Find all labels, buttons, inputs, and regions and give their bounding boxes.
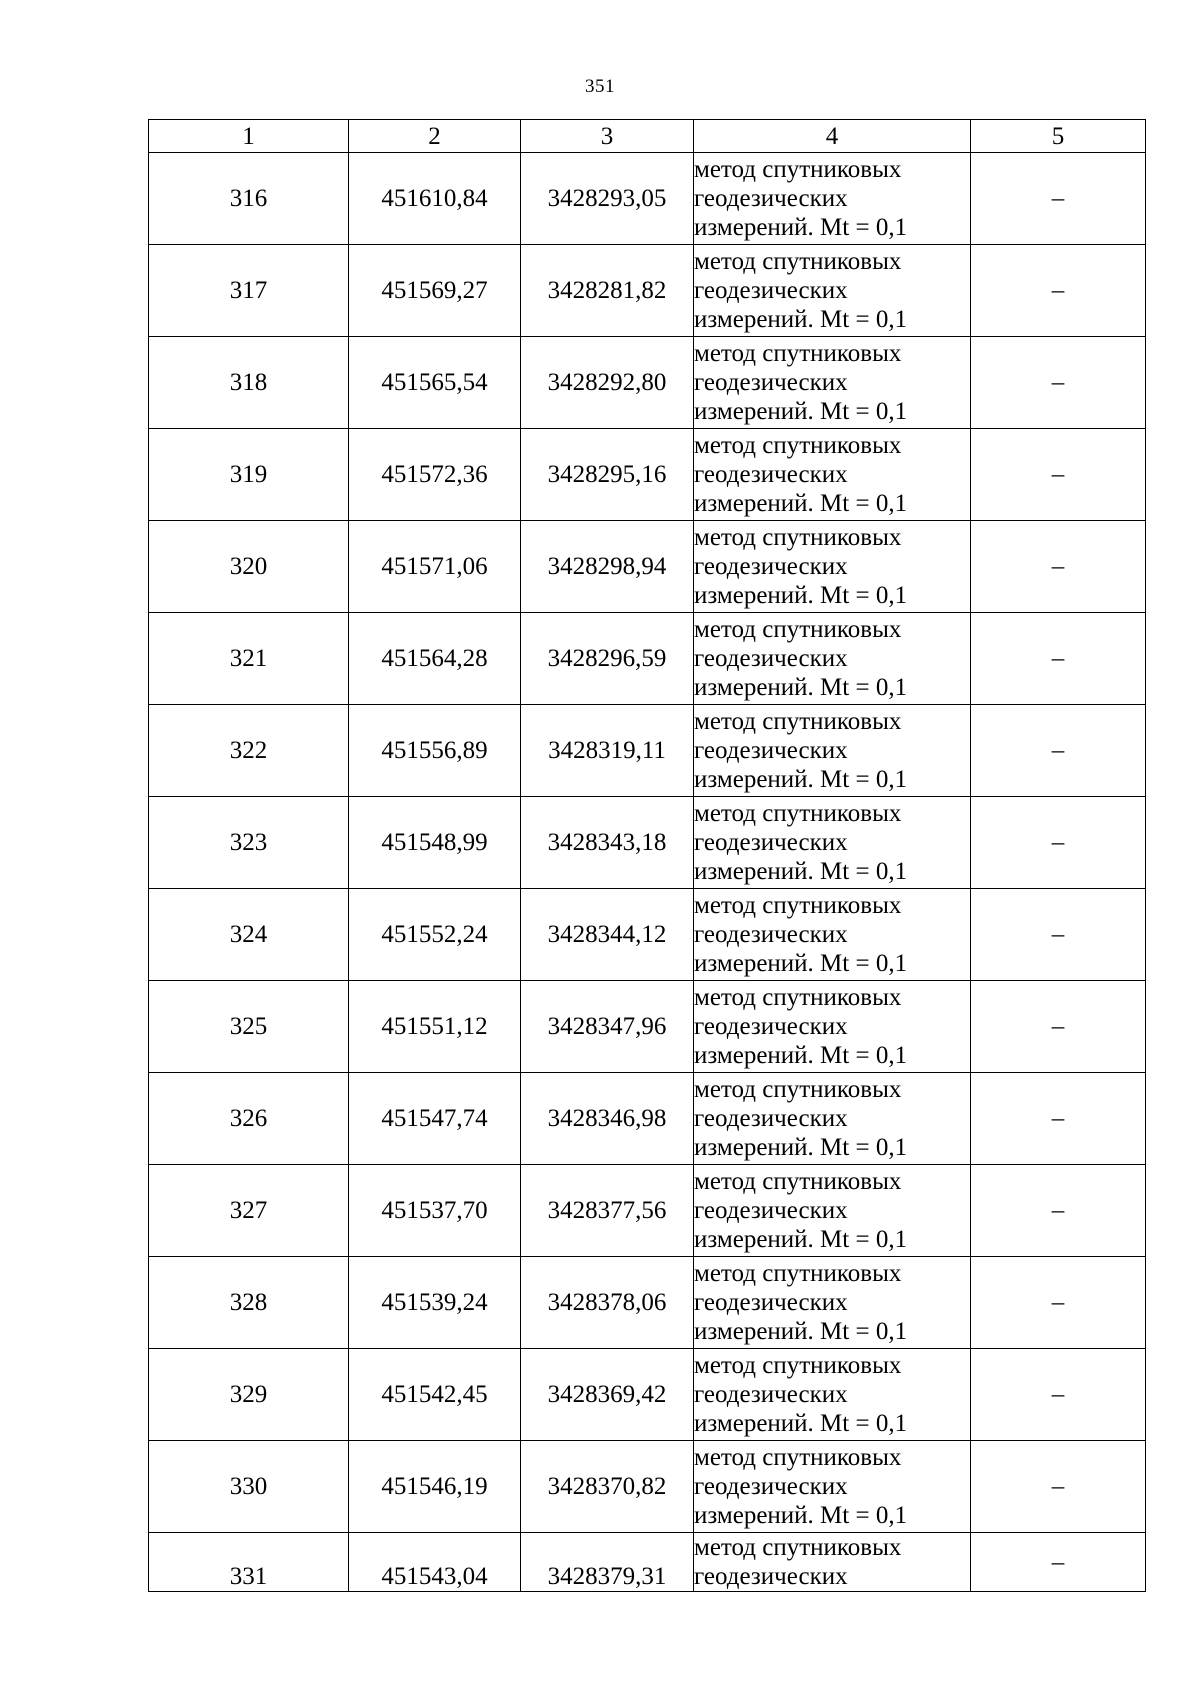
y-coordinate-cell: 3428343,18: [521, 797, 694, 889]
method-cell: [694, 1073, 971, 1165]
x-coordinate-cell: 451539,24: [349, 1257, 521, 1349]
method-text-line: метод спутниковых: [694, 432, 902, 459]
y-coordinate-cell: 3428344,12: [521, 889, 694, 981]
y-coordinate-cell: 3428346,98: [521, 1073, 694, 1165]
method-text-line: геодезических: [694, 1563, 848, 1590]
method-text-line: метод спутниковых: [694, 1352, 902, 1379]
method-text-line: геодезических: [694, 1013, 848, 1040]
method-cell: [694, 1441, 971, 1533]
method-cell: [694, 613, 971, 705]
table-row: [149, 1441, 1146, 1533]
method-cell: [694, 705, 971, 797]
x-coordinate-cell: 451551,12: [349, 981, 521, 1073]
y-coordinate-cell: 3428378,06: [521, 1257, 694, 1349]
x-coordinate-cell: 451569,27: [349, 245, 521, 337]
y-coordinate-cell: 3428347,96: [521, 981, 694, 1073]
y-coordinate-cell: 3428319,11: [521, 705, 694, 797]
table-body: [149, 153, 1146, 1592]
column-header: 1: [149, 120, 349, 153]
note-cell: –: [971, 1073, 1146, 1165]
method-text-line: геодезических: [694, 369, 848, 396]
note-cell: –: [971, 981, 1146, 1073]
x-coordinate-cell: 451552,24: [349, 889, 521, 981]
method-cell: [694, 1349, 971, 1441]
point-number-cell: 330: [149, 1441, 349, 1533]
note-cell: –: [971, 521, 1146, 613]
table-row: [149, 705, 1146, 797]
y-coordinate-cell: 3428296,59: [521, 613, 694, 705]
method-text-line: метод спутниковых: [694, 616, 902, 643]
point-number-cell: 328: [149, 1257, 349, 1349]
table-row: [149, 521, 1146, 613]
table-row: [149, 889, 1146, 981]
method-text-line: измерений. Mt = 0,1: [694, 1226, 908, 1253]
x-coordinate-cell: 451546,19: [349, 1441, 521, 1533]
x-coordinate-cell: 451547,74: [349, 1073, 521, 1165]
note-cell: –: [971, 1533, 1146, 1592]
method-text-line: метод спутниковых: [694, 1076, 902, 1103]
point-number-cell: 325: [149, 981, 349, 1073]
table-row: [149, 981, 1146, 1073]
point-number-cell: 324: [149, 889, 349, 981]
table-row: [149, 1073, 1146, 1165]
table-row: [149, 153, 1146, 245]
method-text-line: измерений. Mt = 0,1: [694, 582, 908, 609]
method-text-line: измерений. Mt = 0,1: [694, 490, 908, 517]
method-text-line: измерений. Mt = 0,1: [694, 950, 908, 977]
point-number-cell: 318: [149, 337, 349, 429]
table-row: [149, 1349, 1146, 1441]
method-text-line: измерений. Mt = 0,1: [694, 306, 908, 333]
x-coordinate-cell: 451548,99: [349, 797, 521, 889]
method-text-line: метод спутниковых: [694, 1168, 902, 1195]
method-text-line: измерений. Mt = 0,1: [694, 398, 908, 425]
method-text-line: метод спутниковых: [694, 800, 902, 827]
method-cell: [694, 1165, 971, 1257]
method-text-line: геодезических: [694, 277, 848, 304]
y-coordinate-cell: 3428295,16: [521, 429, 694, 521]
y-coordinate-cell: 3428298,94: [521, 521, 694, 613]
table-row: [149, 1257, 1146, 1349]
y-coordinate-cell: 3428281,82: [521, 245, 694, 337]
page-number: 351: [585, 76, 615, 97]
method-cell: [694, 153, 971, 245]
coordinates-table: [148, 119, 1146, 1592]
note-cell: –: [971, 1257, 1146, 1349]
method-text-line: измерений. Mt = 0,1: [694, 858, 908, 885]
y-coordinate-cell: 3428377,56: [521, 1165, 694, 1257]
method-cell: [694, 797, 971, 889]
note-cell: –: [971, 613, 1146, 705]
point-number-cell: 329: [149, 1349, 349, 1441]
y-coordinate-cell: 3428370,82: [521, 1441, 694, 1533]
method-text-line: метод спутниковых: [694, 156, 902, 183]
method-cell: [694, 429, 971, 521]
note-cell: –: [971, 1349, 1146, 1441]
method-text-line: геодезических: [694, 1381, 848, 1408]
method-cell: [694, 337, 971, 429]
method-cell: [694, 245, 971, 337]
table-row: [149, 337, 1146, 429]
point-number-cell: 320: [149, 521, 349, 613]
method-text-line: метод спутниковых: [694, 340, 902, 367]
method-text-line: геодезических: [694, 461, 848, 488]
note-cell: –: [971, 705, 1146, 797]
method-text-line: геодезических: [694, 645, 848, 672]
note-cell: –: [971, 889, 1146, 981]
table-header-row: [149, 120, 1146, 153]
method-text-line: метод спутниковых: [694, 1534, 902, 1561]
note-cell: –: [971, 1165, 1146, 1257]
y-coordinate-cell: 3428292,80: [521, 337, 694, 429]
point-number-cell: 317: [149, 245, 349, 337]
point-number-cell: 331: [149, 1533, 349, 1592]
column-header: 4: [694, 120, 971, 153]
method-cell: [694, 981, 971, 1073]
method-text-line: метод спутниковых: [694, 1444, 902, 1471]
x-coordinate-cell: 451564,28: [349, 613, 521, 705]
method-text-line: геодезических: [694, 829, 848, 856]
y-coordinate-cell: 3428379,31: [521, 1533, 694, 1592]
x-coordinate-cell: 451571,06: [349, 521, 521, 613]
table-row: [149, 613, 1146, 705]
method-text-line: геодезических: [694, 553, 848, 580]
method-text-line: метод спутниковых: [694, 524, 902, 551]
method-text-line: геодезических: [694, 1105, 848, 1132]
method-text-line: геодезических: [694, 921, 848, 948]
table-row: [149, 429, 1146, 521]
method-text-line: метод спутниковых: [694, 248, 902, 275]
table-row: [149, 797, 1146, 889]
y-coordinate-cell: 3428369,42: [521, 1349, 694, 1441]
point-number-cell: 323: [149, 797, 349, 889]
method-cell: [694, 1533, 971, 1592]
point-number-cell: 327: [149, 1165, 349, 1257]
method-cell: [694, 521, 971, 613]
method-text-line: измерений. Mt = 0,1: [694, 1410, 908, 1437]
y-coordinate-cell: 3428293,05: [521, 153, 694, 245]
note-cell: –: [971, 153, 1146, 245]
method-text-line: геодезических: [694, 1197, 848, 1224]
column-header: 2: [349, 120, 521, 153]
x-coordinate-cell: 451542,45: [349, 1349, 521, 1441]
method-text-line: геодезических: [694, 737, 848, 764]
point-number-cell: 326: [149, 1073, 349, 1165]
method-cell: [694, 1257, 971, 1349]
note-cell: –: [971, 1441, 1146, 1533]
method-text-line: метод спутниковых: [694, 892, 902, 919]
method-text-line: метод спутниковых: [694, 708, 902, 735]
note-cell: –: [971, 797, 1146, 889]
point-number-cell: 316: [149, 153, 349, 245]
table-row: [149, 1533, 1146, 1592]
x-coordinate-cell: 451572,36: [349, 429, 521, 521]
note-cell: –: [971, 429, 1146, 521]
method-text-line: геодезических: [694, 1289, 848, 1316]
x-coordinate-cell: 451543,04: [349, 1533, 521, 1592]
x-coordinate-cell: 451610,84: [349, 153, 521, 245]
method-text-line: измерений. Mt = 0,1: [694, 1318, 908, 1345]
method-text-line: геодезических: [694, 185, 848, 212]
column-header: 5: [971, 120, 1146, 153]
method-text-line: измерений. Mt = 0,1: [694, 674, 908, 701]
x-coordinate-cell: 451565,54: [349, 337, 521, 429]
x-coordinate-cell: 451537,70: [349, 1165, 521, 1257]
method-text-line: геодезических: [694, 1473, 848, 1500]
note-cell: –: [971, 337, 1146, 429]
x-coordinate-cell: 451556,89: [349, 705, 521, 797]
method-cell: [694, 889, 971, 981]
column-header: 3: [521, 120, 694, 153]
table-row: [149, 1165, 1146, 1257]
method-text-line: измерений. Mt = 0,1: [694, 1042, 908, 1069]
method-text-line: измерений. Mt = 0,1: [694, 214, 908, 241]
method-text-line: метод спутниковых: [694, 1260, 902, 1287]
table-row: [149, 245, 1146, 337]
point-number-cell: 319: [149, 429, 349, 521]
method-text-line: метод спутниковых: [694, 984, 902, 1011]
method-text-line: измерений. Mt = 0,1: [694, 766, 908, 793]
point-number-cell: 321: [149, 613, 349, 705]
method-text-line: измерений. Mt = 0,1: [694, 1134, 908, 1161]
method-text-line: измерений. Mt = 0,1: [694, 1502, 908, 1529]
note-cell: –: [971, 245, 1146, 337]
point-number-cell: 322: [149, 705, 349, 797]
